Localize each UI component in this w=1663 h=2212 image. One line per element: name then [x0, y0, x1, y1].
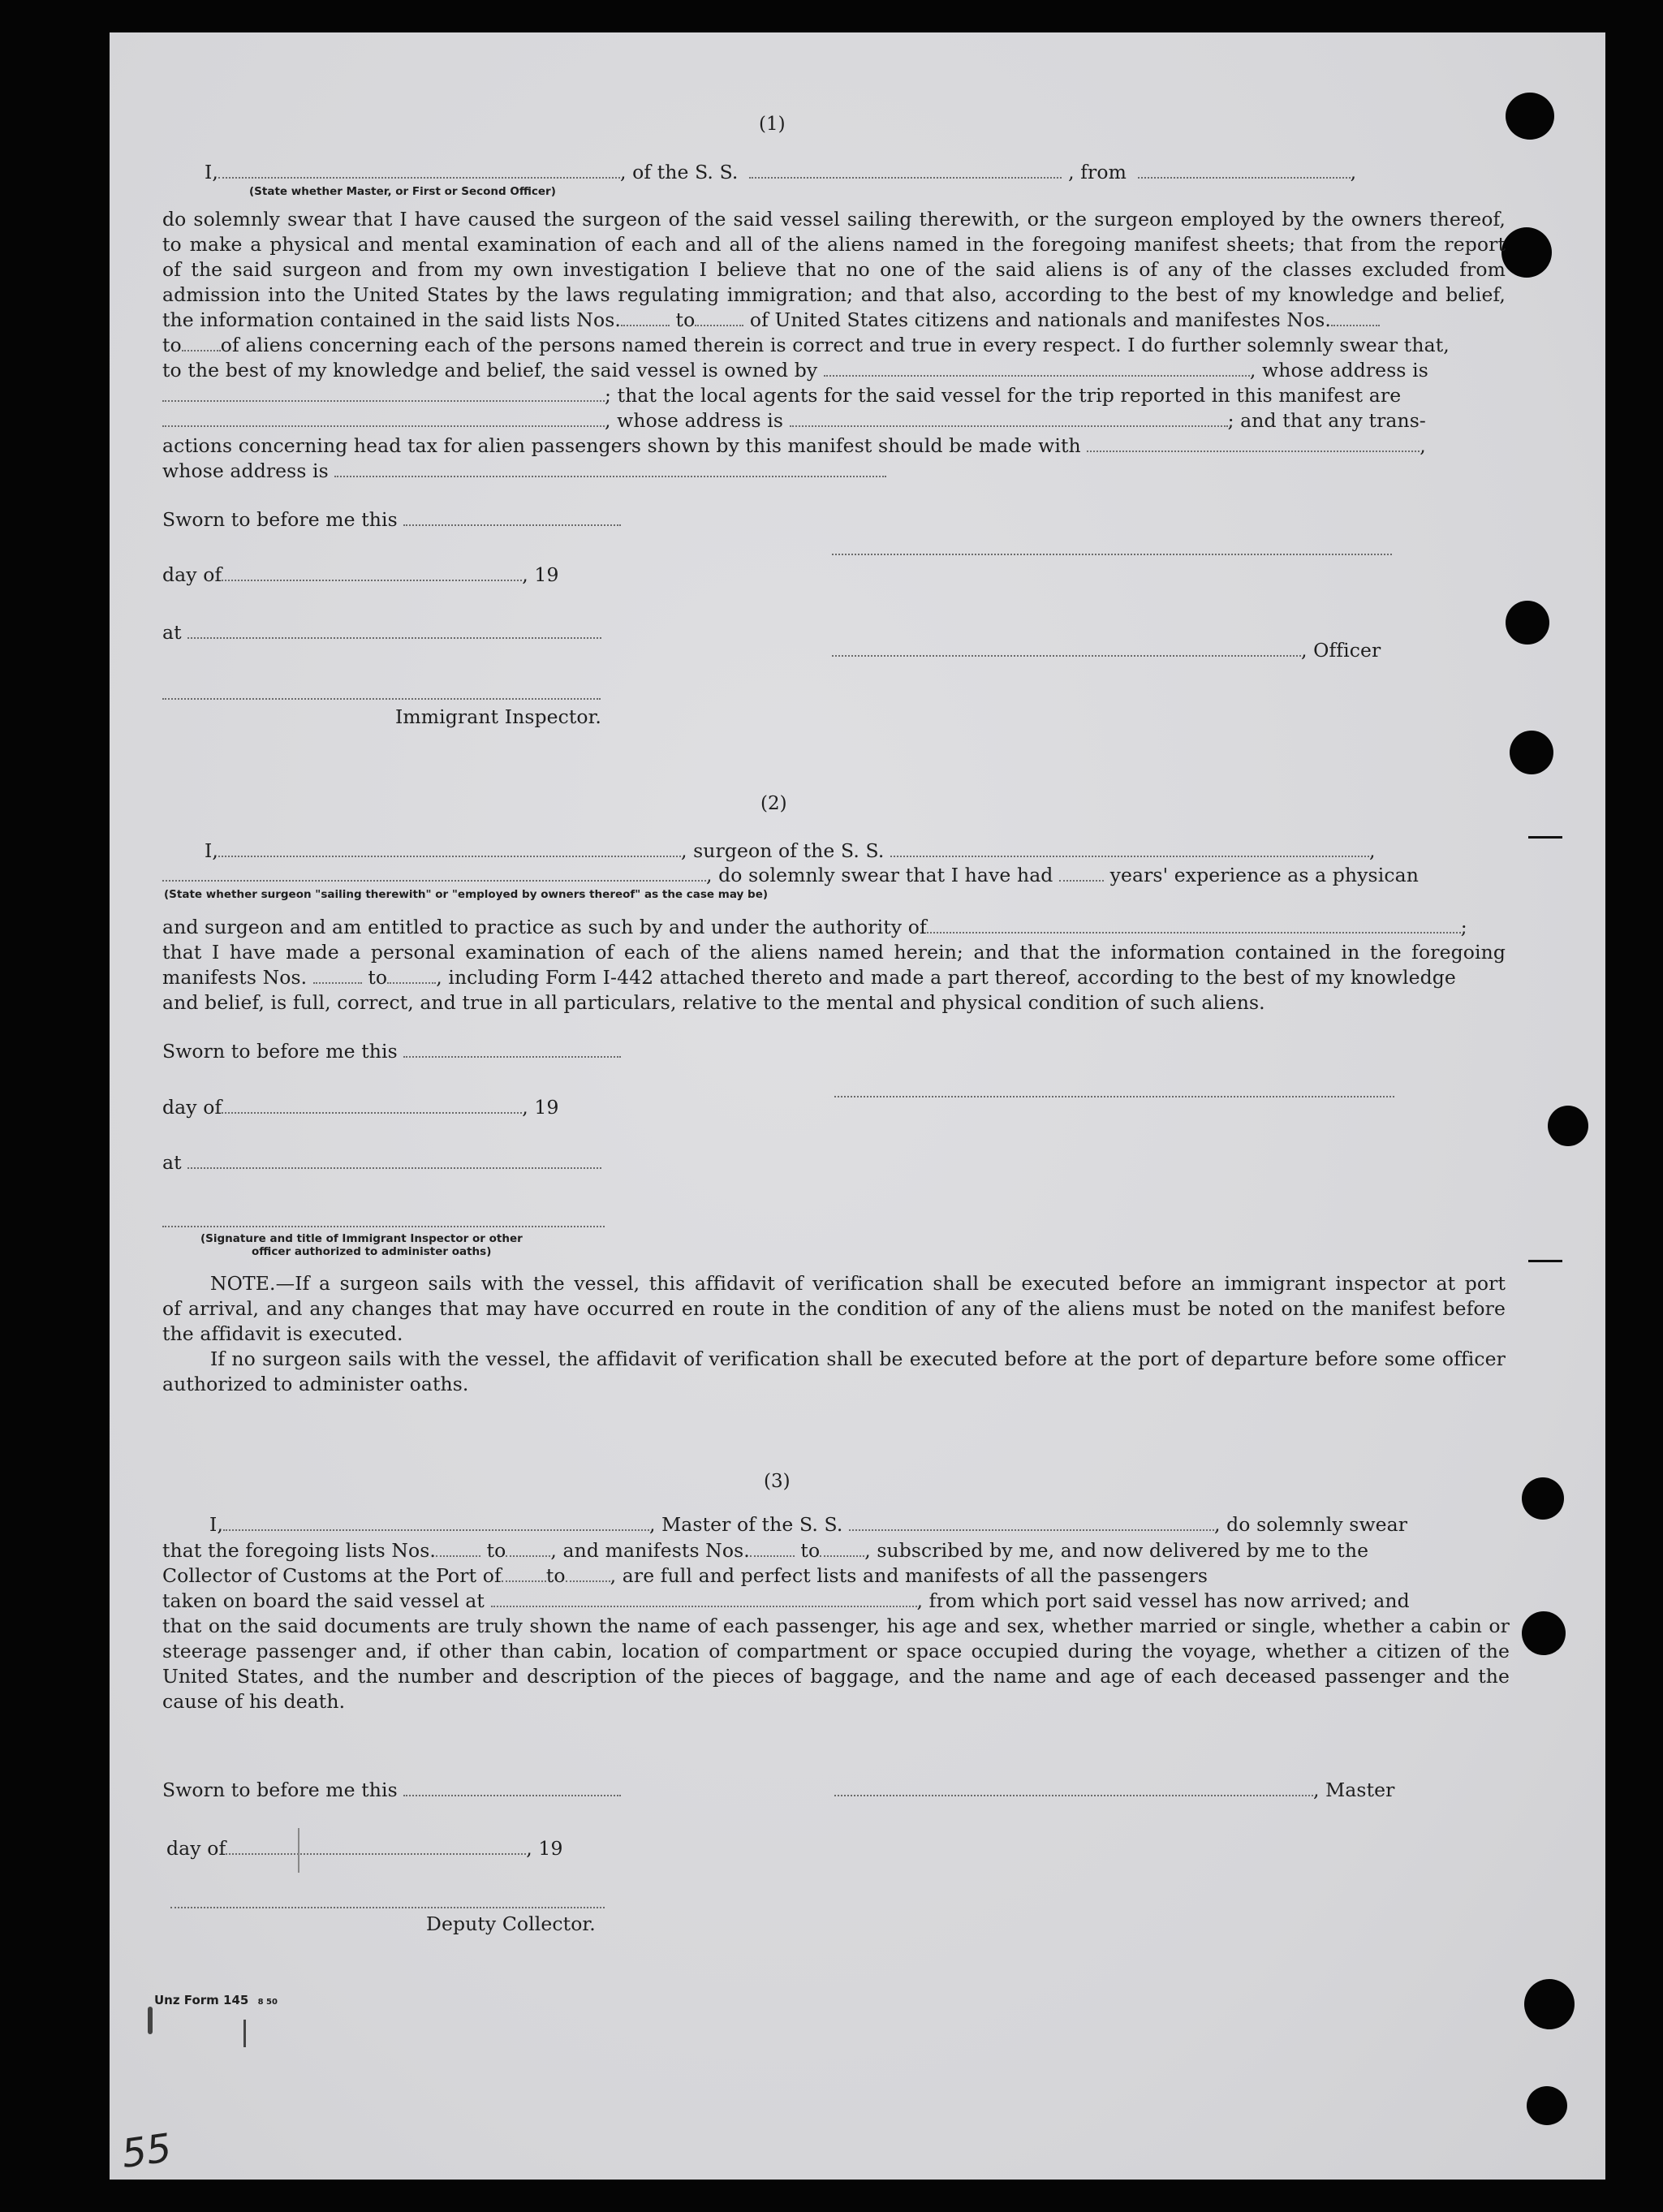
punch-hole: [1501, 227, 1552, 278]
punch-hole: [1506, 93, 1554, 140]
s1-officer: , Officer: [832, 638, 1381, 662]
s2-note-line: NOTE.—If a surgeon sails with the vessel, this affidavit of verification shall be executed before an immigrant inspector at port: [210, 1272, 1506, 1295]
s1-master-line: I, , of the S. S. , from ,: [205, 161, 1357, 183]
punch-hole: [1506, 601, 1549, 645]
s2-at: at: [162, 1150, 601, 1175]
s3-para-line: United States, and the number and description of the pieces of baggage, and the name and age of each deceased passenger and the: [162, 1665, 1510, 1688]
s1-para-line: to the best of my knowledge and belief, the said vessel is owned by , whose address is: [162, 359, 1428, 382]
s3-para-line: Collector of Customs at the Port of to , are full and perfect lists and manifests of all the passengers: [162, 1564, 1208, 1587]
crease-mark: [298, 1828, 299, 1873]
s2-signature-line: [834, 1094, 1394, 1097]
punch-hole: [1510, 731, 1553, 774]
s2-para-line: and surgeon and am entitled to practice as such by and under the authority of ;: [162, 916, 1467, 938]
s1-inspector-line: [162, 696, 601, 700]
s1-para-line: of the said surgeon and from my own investigation I believe that no one of the said aliens is of any of the classes excluded from: [162, 258, 1506, 281]
s2-day: day of , 19: [162, 1096, 559, 1119]
s2-note-line: the affidavit is executed.: [162, 1322, 403, 1345]
s3-master-line: I, , Master of the S. S. , do solemnly swear: [209, 1513, 1408, 1536]
s1-para-line: admission into the United States by the laws regulating immigration; and that also, according to the best of my knowledge and belief,: [162, 283, 1506, 306]
punch-hole: [1527, 2086, 1567, 2125]
s2-experience-line: , do solemnly swear that I have had years' experience as a physican: [162, 863, 1506, 887]
s1-para-line: the information contained in the said lists Nos. to of United States citizens and nationals and manifestes Nos.: [162, 308, 1506, 332]
form-page: [110, 32, 1605, 2180]
handwritten-page-number: 55: [118, 2125, 174, 2177]
punch-hole: [1548, 1106, 1588, 1146]
s2-note-line: of arrival, and any changes that may have occurred en route in the condition of any of the aliens must be noted on the manifest before: [162, 1297, 1506, 1320]
s2-sig-note: (Signature and title of Immigrant Inspector or other: [200, 1232, 523, 1245]
s3-para-line: cause of his death.: [162, 1690, 346, 1713]
s3-para-line: that the foregoing lists Nos. to , and manifests Nos. to , subscribed by me, and now delivered by me to the: [162, 1539, 1369, 1562]
s2-note-line: If no surgeon sails with the vessel, the affidavit of verification shall be executed before at the port of departure before some officer: [210, 1347, 1506, 1370]
s1-para-line: , whose address is ; and that any trans-: [162, 408, 1506, 433]
s1-para-line: do solemnly swear that I have caused the surgeon of the said vessel sailing therewith, or the surgeon employed by the owners thereof,: [162, 208, 1506, 231]
s1-at: at: [162, 620, 601, 645]
s1-sworn: Sworn to before me this: [162, 507, 621, 532]
s3-deputy: Deputy Collector.: [426, 1912, 596, 1935]
s1-para-line: actions concerning head tax for alien passengers shown by this manifest should be made with ,: [162, 434, 1426, 457]
s2-sworn: Sworn to before me this: [162, 1039, 621, 1063]
section-number-2: (2): [760, 793, 787, 814]
s2-para-line: and belief, is full, correct, and true in all particulars, relative to the mental and physical condition of such aliens.: [162, 991, 1265, 1014]
s3-day: day of , 19: [166, 1837, 563, 1860]
s2-surgeon-note: (State whether surgeon "sailing therewith" or "employed by owners thereof" as the case may be): [164, 888, 769, 901]
crease-mark: [148, 2007, 153, 2034]
s2-para-line: manifests Nos. to , including Form I-442 attached thereto and made a part thereof, according to the best of my knowledge: [162, 966, 1456, 989]
punch-hole: [1522, 1611, 1566, 1655]
punch-hole: [1524, 1979, 1575, 2029]
s1-para-line: whose address is: [162, 459, 1506, 483]
s1-para-line: ; that the local agents for the said vessel for the trip reported in this manifest are: [162, 383, 1506, 407]
crease-mark: [243, 2020, 246, 2047]
form-number: Unz Form 145 8 50: [154, 1993, 278, 2007]
margin-dash: [1528, 1258, 1562, 1262]
s1-inspector: Immigrant Inspector.: [395, 705, 602, 728]
s3-para-line: that on the said documents are truly shown the name of each passenger, his age and sex, whether married or single, whether a cabin or: [162, 1615, 1510, 1637]
s2-surgeon-line: I, , surgeon of the S. S. ,: [205, 839, 1376, 862]
margin-dash: [1528, 834, 1562, 839]
section-number-3: (3): [764, 1471, 791, 1492]
s1-day: day of , 19: [162, 563, 559, 586]
s2-para-line: that I have made a personal examination of each of the aliens named herein; and that the information contained in the foregoing: [162, 941, 1506, 964]
s1-signature-line: [832, 552, 1392, 555]
s1-para-line: to of aliens concerning each of the persons named therein is correct and true in every respect. I do further solemnly swear that,: [162, 334, 1450, 356]
s3-para-line: taken on board the said vessel at , from which port said vessel has now arrived; and: [162, 1589, 1410, 1612]
s2-sig-note: officer authorized to administer oaths): [252, 1245, 492, 1258]
s3-para-line: steerage passenger and, if other than cabin, location of compartment or space occupied during the voyage, whether a citizen of the: [162, 1640, 1510, 1662]
s3-sworn: Sworn to before me this: [162, 1778, 621, 1802]
s1-para-line: to make a physical and mental examination of each and all of the aliens named in the foregoing manifest sheets; that from the report: [162, 233, 1506, 256]
s2-inspector-line: [162, 1224, 605, 1227]
s3-deputy-line: [170, 1905, 605, 1908]
section-number-1: (1): [759, 114, 786, 135]
s3-master-sig: , Master: [834, 1778, 1394, 1802]
s2-note-line: authorized to administer oaths.: [162, 1373, 469, 1395]
punch-hole: [1522, 1477, 1564, 1520]
s1-master-note: (State whether Master, or First or Second Officer): [249, 185, 556, 198]
